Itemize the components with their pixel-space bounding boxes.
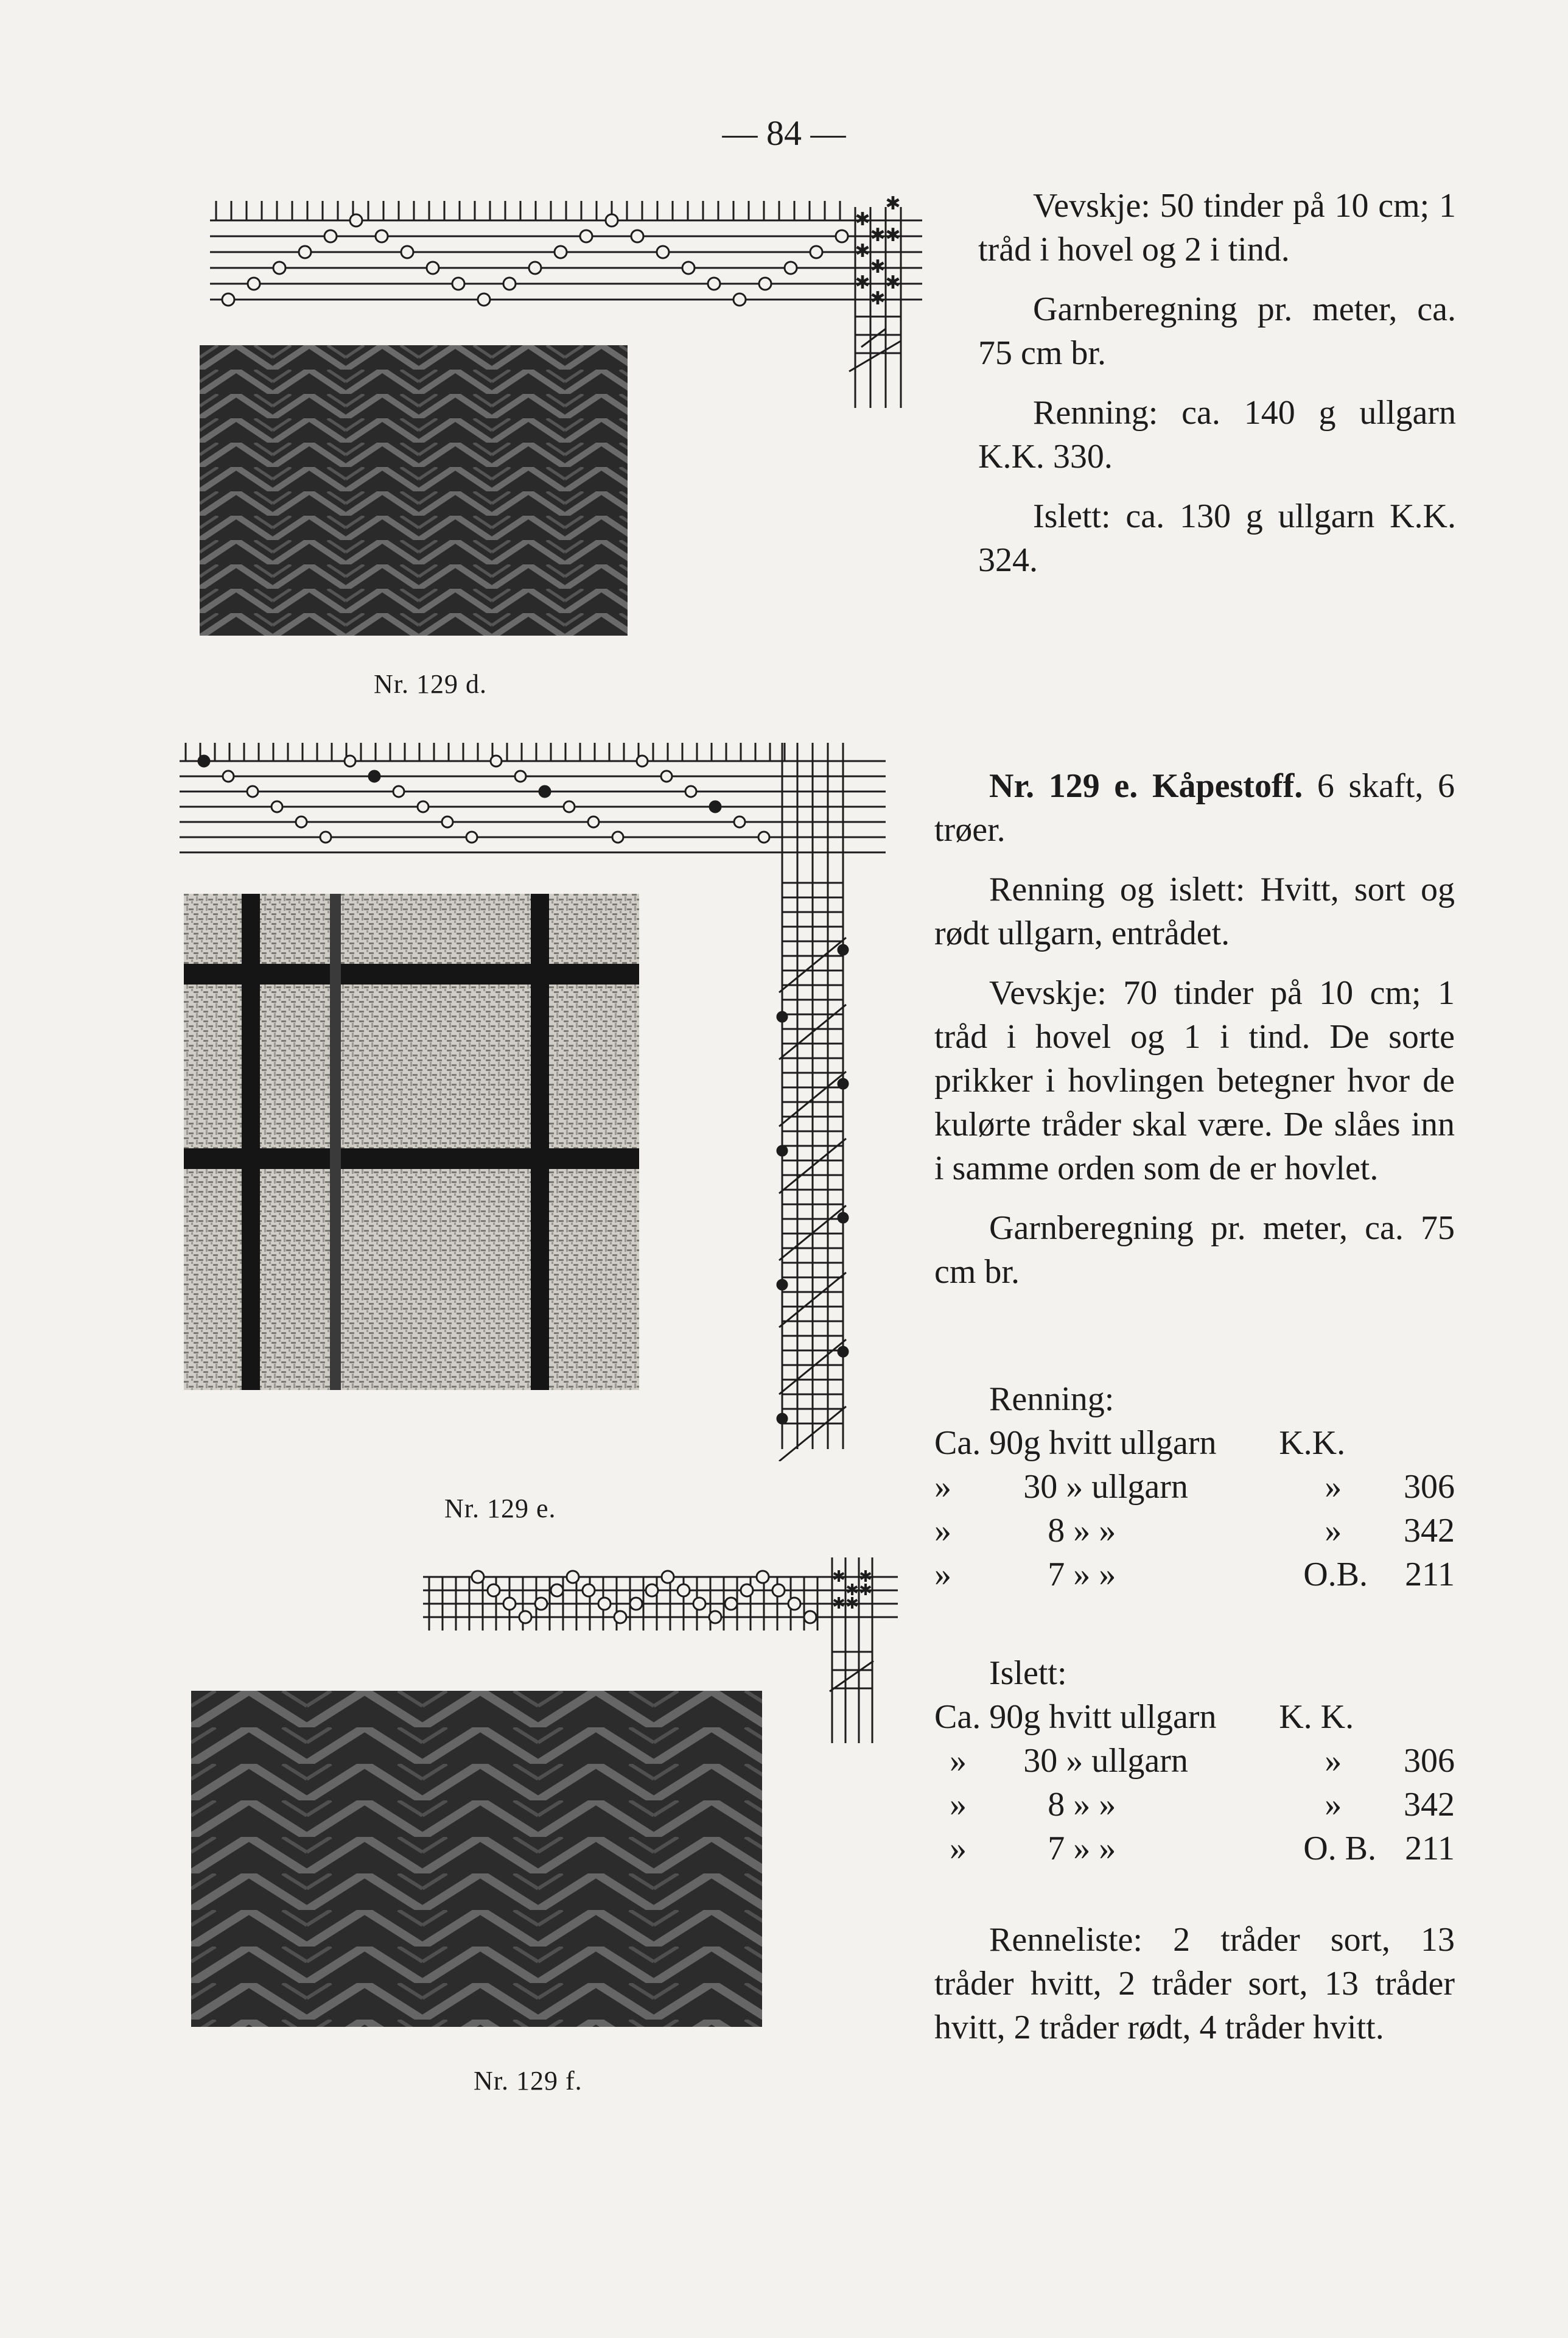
- svg-text:✱: ✱: [845, 1581, 859, 1599]
- table-row: [934, 1553, 1455, 1596]
- table-row: [934, 1827, 1455, 1870]
- svg-text:✱: ✱: [855, 272, 870, 293]
- paragraph-islett-d: Islett: ca. 130 g ullgarn K.K. 324.: [978, 497, 1456, 579]
- table-row: [934, 1695, 1455, 1739]
- table-cell: 8 » »: [1048, 1512, 1116, 1550]
- table-cell: 211: [1405, 1556, 1455, 1593]
- table-cell: 7 » »: [1048, 1556, 1116, 1593]
- table-cell: »: [1325, 1742, 1342, 1780]
- table-row: [934, 1465, 1455, 1509]
- page-number: — 84 —: [722, 113, 846, 153]
- table-cell: [1376, 1695, 1455, 1739]
- table-cell: 30 » ullgarn: [1023, 1742, 1188, 1780]
- svg-text:✱: ✱: [859, 1568, 872, 1586]
- heading-nr: Nr. 129 e.: [989, 767, 1138, 805]
- table-cell: 306: [1404, 1742, 1455, 1780]
- table-cell: Ca. 90: [934, 1424, 1024, 1462]
- table-cell: »: [1325, 1468, 1342, 1506]
- table-cell: 342: [1404, 1512, 1455, 1550]
- table-cell: »: [934, 1556, 951, 1593]
- svg-text:✱: ✱: [885, 193, 901, 214]
- table-cell: 8 » »: [1048, 1786, 1116, 1824]
- table-cell: O. B.: [1303, 1830, 1377, 1867]
- fabric-photo-129f: [191, 1691, 762, 2027]
- table-cell: »: [950, 1830, 967, 1867]
- svg-text:✱: ✱: [832, 1568, 845, 1586]
- table-cell: 7 » »: [1048, 1830, 1116, 1867]
- table-cell: g hvitt ullgarn: [1023, 1698, 1217, 1736]
- table-cell: O.B.: [1303, 1556, 1368, 1593]
- label-renning: Renning:: [989, 1380, 1115, 1418]
- text-block-129e: [934, 764, 1455, 1310]
- table-row: [934, 1509, 1455, 1553]
- svg-text:✱: ✱: [845, 1595, 859, 1613]
- svg-text:✱: ✱: [855, 209, 870, 230]
- caption-129d: Nr. 129 d.: [374, 669, 487, 699]
- table-cell: »: [950, 1742, 967, 1780]
- caption-129f: Nr. 129 f.: [474, 2066, 583, 2096]
- svg-text:✱: ✱: [832, 1595, 845, 1613]
- table-cell: »: [1325, 1512, 1342, 1550]
- table-cell: K. K.: [1279, 1698, 1354, 1736]
- table-cell: »: [1325, 1786, 1342, 1824]
- heading-rest: 6 skaft, 6 trøer.: [934, 767, 1455, 849]
- table-cell: 342: [1404, 1786, 1455, 1824]
- table-cell: g hvitt ullgarn: [1023, 1424, 1217, 1462]
- caption-129e: Nr. 129 e.: [444, 1494, 556, 1523]
- paragraph-renneliste: Renneliste: 2 tråder sort, 13 tråder hvitt, 2 tråder sort, 13 tråder hvitt, 2 tråder rødt, 4 tråder hvitt.: [934, 1921, 1455, 2046]
- svg-text:✱: ✱: [870, 256, 886, 278]
- fabric-photo-129d: [200, 345, 628, 636]
- fabric-photo-129e: [184, 894, 639, 1390]
- svg-text:✱: ✱: [870, 225, 886, 246]
- text-block-129d: [978, 184, 1456, 598]
- heading-129e: [934, 764, 1455, 852]
- paragraph-garnberegning-e: Garnberegning pr. meter, ca. 75 cm br.: [934, 1209, 1455, 1291]
- table-cell: K.K.: [1279, 1424, 1346, 1462]
- table-cell: [1376, 1421, 1455, 1465]
- table-row: [934, 1783, 1455, 1827]
- heading-name: Kåpestoff.: [1152, 767, 1303, 805]
- table-cell: Ca. 90: [934, 1698, 1024, 1736]
- svg-text:✱: ✱: [855, 240, 870, 262]
- label-islett: Islett:: [989, 1654, 1067, 1692]
- islett-table: [934, 1695, 1455, 1870]
- svg-text:✱: ✱: [885, 225, 901, 246]
- paragraph-vevskje-e: Vevskje: 70 tinder på 10 cm; 1 tråd i hovel og 1 i tind. De sorte prikker i hovlingen betegner hvor de kulørte tråder skal være. De slåes inn i samme orden som de er hovlet.: [934, 974, 1455, 1187]
- paragraph-vevskje-d: Vevskje: 50 tinder på 10 cm; 1 tråd i hovel og 2 i tind.: [978, 187, 1456, 269]
- table-cell: 30 » ullgarn: [1023, 1468, 1188, 1506]
- table-cell: »: [950, 1786, 967, 1824]
- table-cell: »: [934, 1512, 951, 1550]
- paragraph-renning-d: Renning: ca. 140 g ullgarn K.K. 330.: [978, 394, 1456, 476]
- renning-table: [934, 1421, 1455, 1596]
- table-cell: 306: [1404, 1468, 1455, 1506]
- svg-text:✱: ✱: [870, 288, 886, 309]
- table-cell: »: [934, 1468, 951, 1506]
- table-row: [934, 1421, 1455, 1465]
- table-cell: 211: [1405, 1830, 1455, 1867]
- paragraph-garnberegning-d: Garnberegning pr. meter, ca. 75 cm br.: [978, 290, 1456, 372]
- svg-text:✱: ✱: [885, 272, 901, 293]
- svg-text:✱: ✱: [859, 1581, 872, 1599]
- paragraph-renning-islett-e: Renning og islett: Hvitt, sort og rødt ullgarn, entrådet.: [934, 871, 1455, 952]
- table-row: [934, 1739, 1455, 1783]
- renneliste-block: [934, 1918, 1455, 2065]
